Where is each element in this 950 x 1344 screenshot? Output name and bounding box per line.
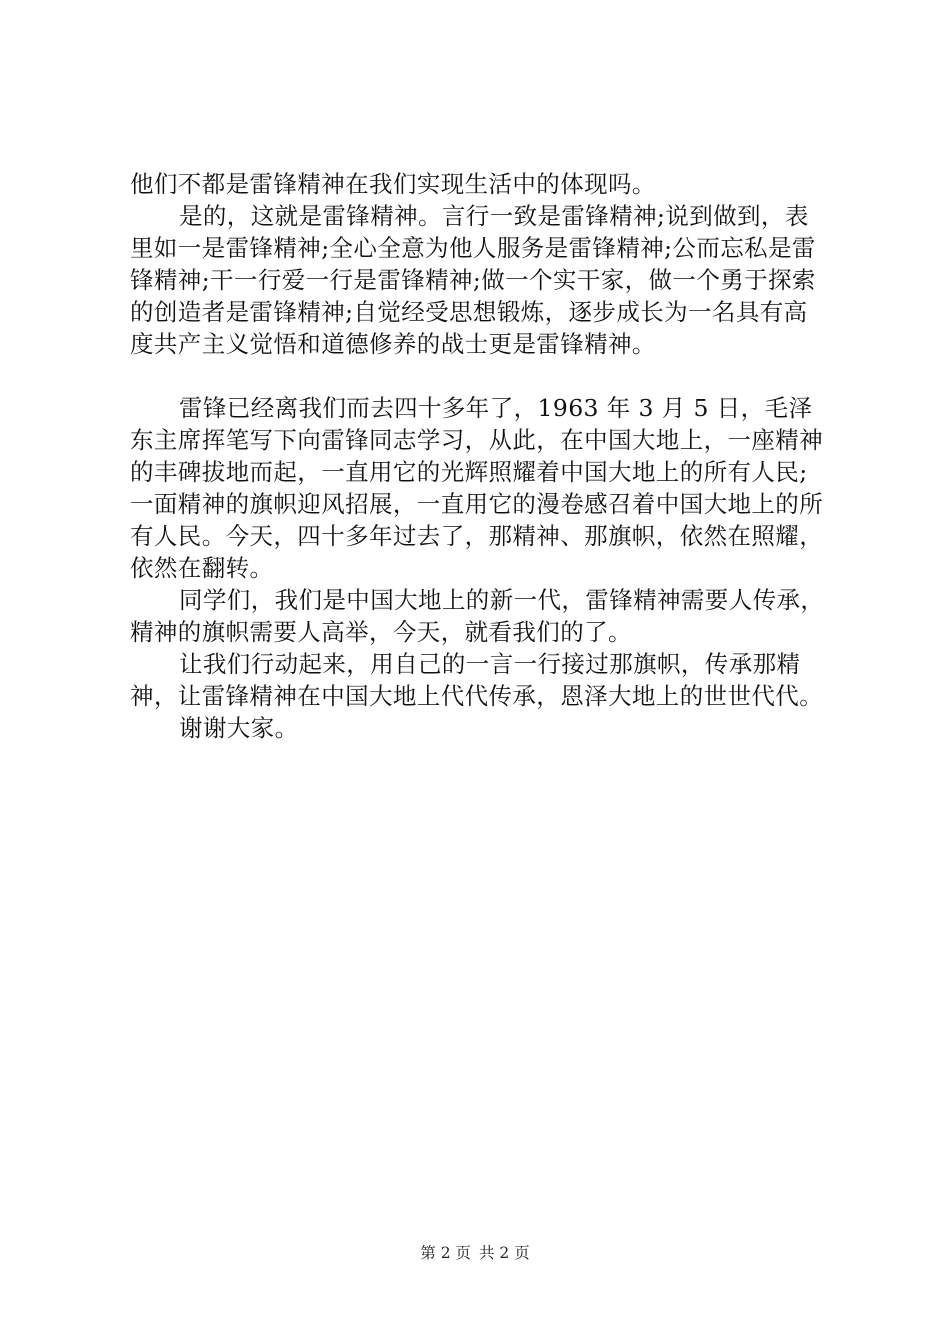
page-number-current: 第 2 页 — [420, 1244, 471, 1262]
page-footer — [0, 1243, 950, 1263]
paragraph-call-to-action: 让我们行动起来，用自己的一言一行接过那旗帜，传承那精神，让雷锋精神在中国大地上代代传承，恩泽大地上的世世代代。 — [130, 650, 824, 710]
paragraph-new-generation: 同学们，我们是中国大地上的新一代，雷锋精神需要人传承，精神的旗帜需要人高举，今天，就看我们的了。 — [130, 586, 825, 646]
paragraph-lei-feng-spirit: 是的，这就是雷锋精神。言行一致是雷锋精神;说到做到，表里如一是雷锋精神;全心全意为他人服务是雷锋精神;公而忘私是雷锋精神;干一行爱一行是雷锋精神;做一个实干家，做一个勇于探索的创造者是雷锋精神;自觉经受思想锻炼，逐步成长为一名具有高度共产主义觉悟和道德修养的战士更是雷锋精神。 — [130, 202, 816, 358]
page-number-total: 共 2 页 — [479, 1244, 530, 1262]
paragraph-thanks: 谢谢大家。 — [179, 714, 299, 742]
paragraph-continuation: 他们不都是雷锋精神在我们实现生活中的体现吗。 — [130, 170, 656, 198]
paragraph-history: 雷锋已经离我们而去四十多年了，1963 年 3 月 5 日，毛泽东主席挥笔写下向雷锋同志学习，从此，在中国大地上，一座精神的丰碑拔地而起，一直用它的光辉照耀着中国大地上的所有人民;一面精神的旗帜迎风招展，一直用它的漫卷感召着中国大地上的所有人民。今天，四十多年过去了，那精神、那旗帜，依然在照耀，依然在翻转。 — [130, 394, 824, 582]
document-body — [130, 168, 830, 744]
